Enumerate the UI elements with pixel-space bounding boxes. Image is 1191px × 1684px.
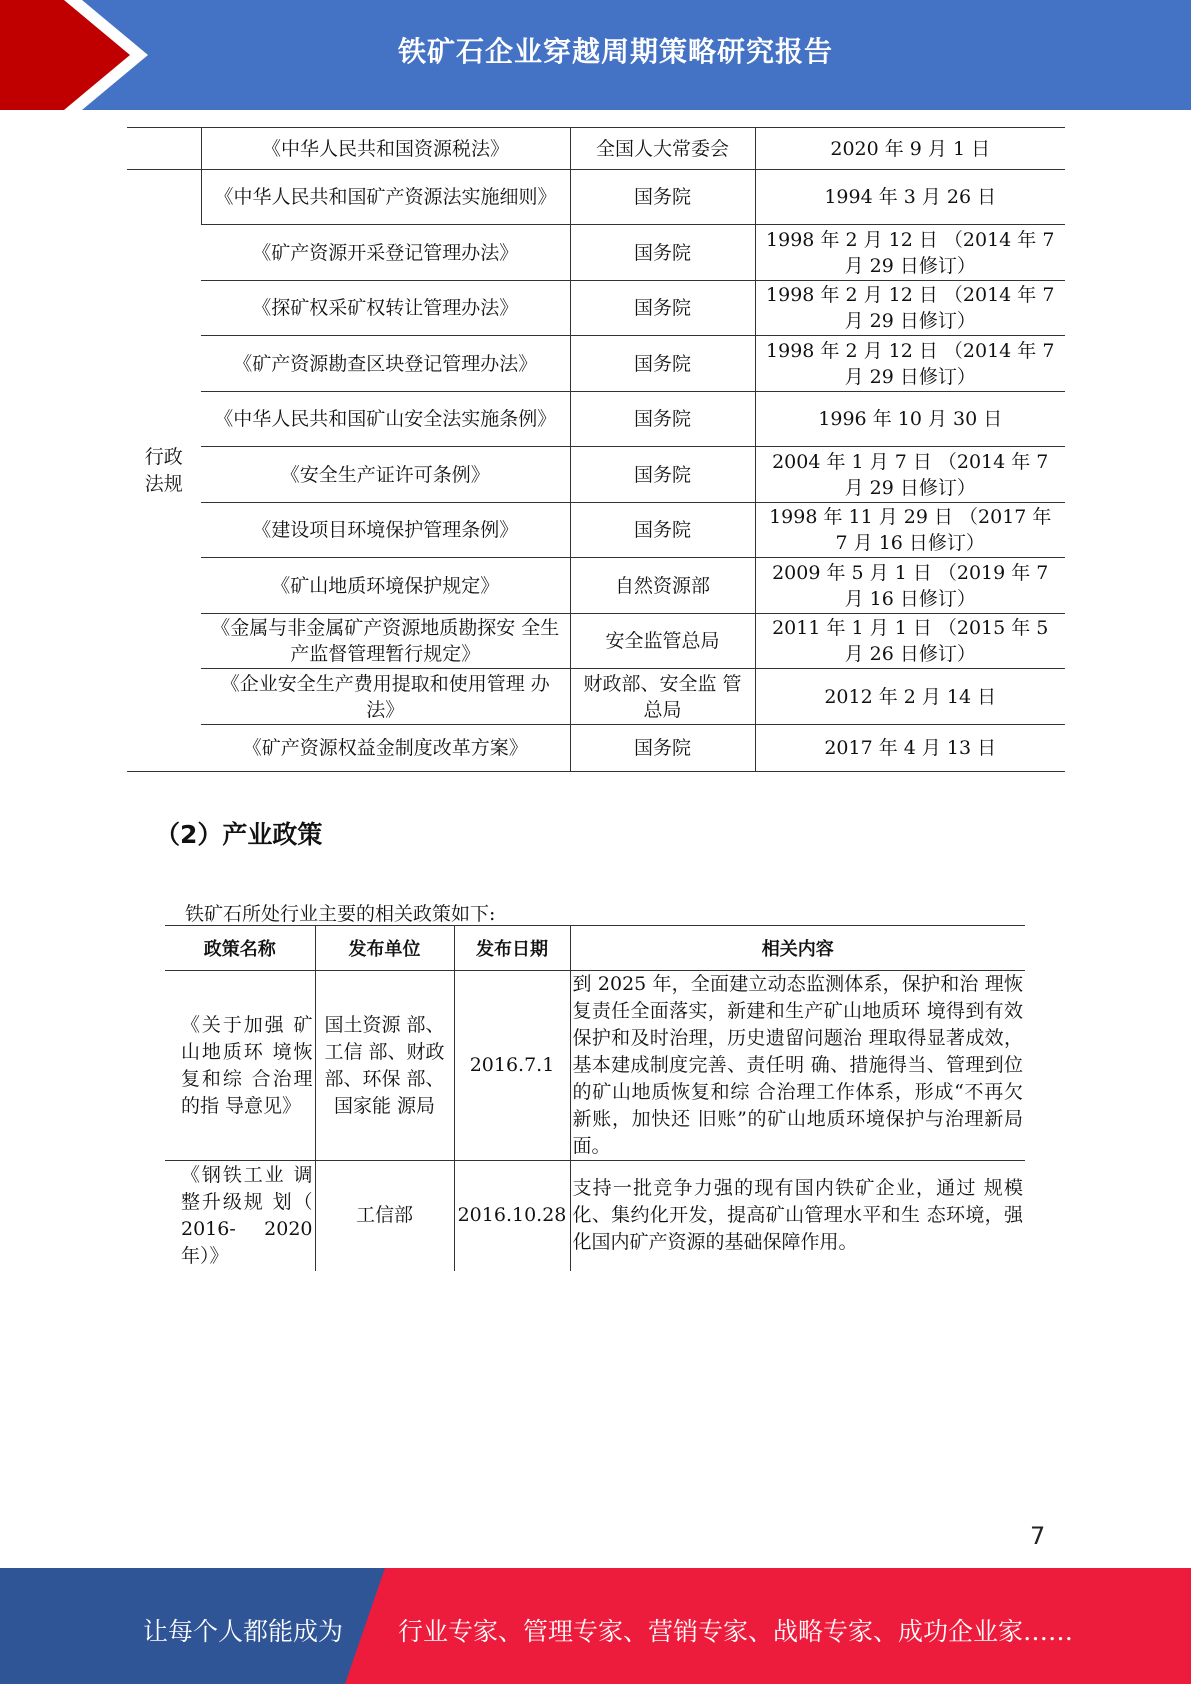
table-row	[165, 971, 1025, 1161]
column-header-date: 发布日期	[454, 926, 570, 971]
footer-slogan-left: 让每个人都能成为	[143, 1617, 344, 1646]
regulations-table	[127, 127, 1065, 772]
regulation-date: 2017 年 4 月 13 日	[755, 725, 1065, 772]
policy-issuer: 国土资源 部、工信 部、财政部、环保 部、国家能 源局	[315, 971, 454, 1161]
policy-content: 支持一批竞争力强的现有国内铁矿企业，通过 规模化、集约化开发，提高矿山管理水平和生 态环境，强化国内矿产资源的基础保障作用。	[570, 1161, 1025, 1271]
regulation-issuer: 国务院	[570, 336, 755, 392]
regulation-date: 1996 年 10 月 30 日	[755, 392, 1065, 447]
regulation-name: 《矿产资源开采登记管理办法》	[201, 225, 570, 281]
table-row	[127, 503, 1065, 558]
regulation-date: 2012 年 2 月 14 日	[755, 669, 1065, 725]
table-row	[127, 725, 1065, 772]
regulation-issuer: 国务院	[570, 725, 755, 772]
category-cell	[127, 128, 201, 170]
regulation-date: 1998 年 11 月 29 日 （2017 年 7 月 16 日修订）	[755, 503, 1065, 558]
regulation-name: 《矿产资源勘查区块登记管理办法》	[201, 336, 570, 392]
regulation-name: 《矿山地质环境保护规定》	[201, 558, 570, 614]
page-number: 7	[1030, 1522, 1046, 1550]
report-title: 铁矿石企业穿越周期策略研究报告	[397, 35, 833, 68]
regulation-date: 2009 年 5 月 1 日 （2019 年 7 月 16 日修订）	[755, 558, 1065, 614]
regulation-issuer: 安全监管总局	[570, 614, 755, 669]
regulation-name: 《建设项目环境保护管理条例》	[201, 503, 570, 558]
regulation-name: 《中华人民共和国矿山安全法实施条例》	[201, 392, 570, 447]
regulation-issuer: 国务院	[570, 170, 755, 225]
regulation-date: 1998 年 2 月 12 日 （2014 年 7 月 29 日修订）	[755, 225, 1065, 281]
regulation-issuer: 国务院	[570, 225, 755, 281]
regulation-issuer: 全国人大常委会	[570, 128, 755, 170]
table-row	[127, 558, 1065, 614]
regulation-date: 1998 年 2 月 12 日 （2014 年 7 月 29 日修订）	[755, 336, 1065, 392]
policy-issuer: 工信部	[315, 1161, 454, 1271]
column-header-policy-name: 政策名称	[165, 926, 315, 971]
regulation-name: 《企业安全生产费用提取和使用管理 办法》	[201, 669, 570, 725]
regulation-issuer: 国务院	[570, 281, 755, 336]
table-row	[127, 281, 1065, 336]
policy-table	[165, 925, 1025, 1271]
regulation-date: 2011 年 1 月 1 日 （2015 年 5 月 26 日修订）	[755, 614, 1065, 669]
regulation-name: 《安全生产证许可条例》	[201, 447, 570, 503]
regulation-name: 《中华人民共和国矿产资源法实施细则》	[201, 170, 570, 225]
policy-date: 2016.10.28	[454, 1161, 570, 1271]
regulation-issuer: 国务院	[570, 392, 755, 447]
footer-slogan-right: 行业专家、管理专家、营销专家、战略专家、成功企业家……	[398, 1617, 1074, 1646]
regulation-name: 《中华人民共和国资源税法》	[201, 128, 570, 170]
table-row	[127, 336, 1065, 392]
regulation-name: 《矿产资源权益金制度改革方案》	[201, 725, 570, 772]
regulation-name: 《金属与非金属矿产资源地质勘探安 全生产监督管理暂行规定》	[201, 614, 570, 669]
column-header-content: 相关内容	[570, 926, 1025, 971]
regulation-name: 《探矿权采矿权转让管理办法》	[201, 281, 570, 336]
page-header	[0, 0, 1191, 110]
regulation-issuer: 国务院	[570, 503, 755, 558]
policy-content: 到 2025 年，全面建立动态监测体系，保护和治 理恢复责任全面落实，新建和生产矿山地质环 境得到有效保护和及时治理，历史遗留问题治 理取得显著成效，基本建成制度完善、责任明 确、措施得当、管理到位的矿山地质恢复和综 合治理工作体系，形成“不再欠新账，加快还 旧账”的矿山地质环境保护与治理新局面。	[570, 971, 1025, 1161]
intro-text: 铁矿石所处行业主要的相关政策如下:	[185, 903, 496, 925]
policy-date: 2016.7.1	[454, 971, 570, 1161]
table-row	[127, 225, 1065, 281]
table-row	[127, 128, 1065, 170]
regulation-issuer: 自然资源部	[570, 558, 755, 614]
regulation-issuer: 财政部、安全监 管总局	[570, 669, 755, 725]
table-row	[127, 447, 1065, 503]
table-row	[127, 392, 1065, 447]
table-row	[165, 1161, 1025, 1271]
table-row	[127, 170, 1065, 225]
policy-name: 《关于加强 矿山地质环 境恢复和综 合治理的指 导意见》	[165, 971, 315, 1161]
table-row	[127, 614, 1065, 669]
page-footer	[0, 1568, 1191, 1684]
regulation-date: 2004 年 1 月 7 日 （2014 年 7 月 29 日修订）	[755, 447, 1065, 503]
regulation-issuer: 国务院	[570, 447, 755, 503]
category-cell	[127, 170, 201, 772]
table-header-row	[165, 926, 1025, 971]
regulation-date: 1998 年 2 月 12 日 （2014 年 7 月 29 日修订）	[755, 281, 1065, 336]
column-header-issuer: 发布单位	[315, 926, 454, 971]
section-heading: （2）产业政策	[155, 820, 323, 849]
policy-name: 《钢铁工业 调整升级规 划（ 2016- 2020 年）》	[181, 1163, 313, 1267]
table-row	[127, 669, 1065, 725]
category-label: 行政法规	[144, 445, 183, 495]
regulation-date: 2020 年 9 月 1 日	[755, 128, 1065, 170]
regulation-date: 1994 年 3 月 26 日	[755, 170, 1065, 225]
